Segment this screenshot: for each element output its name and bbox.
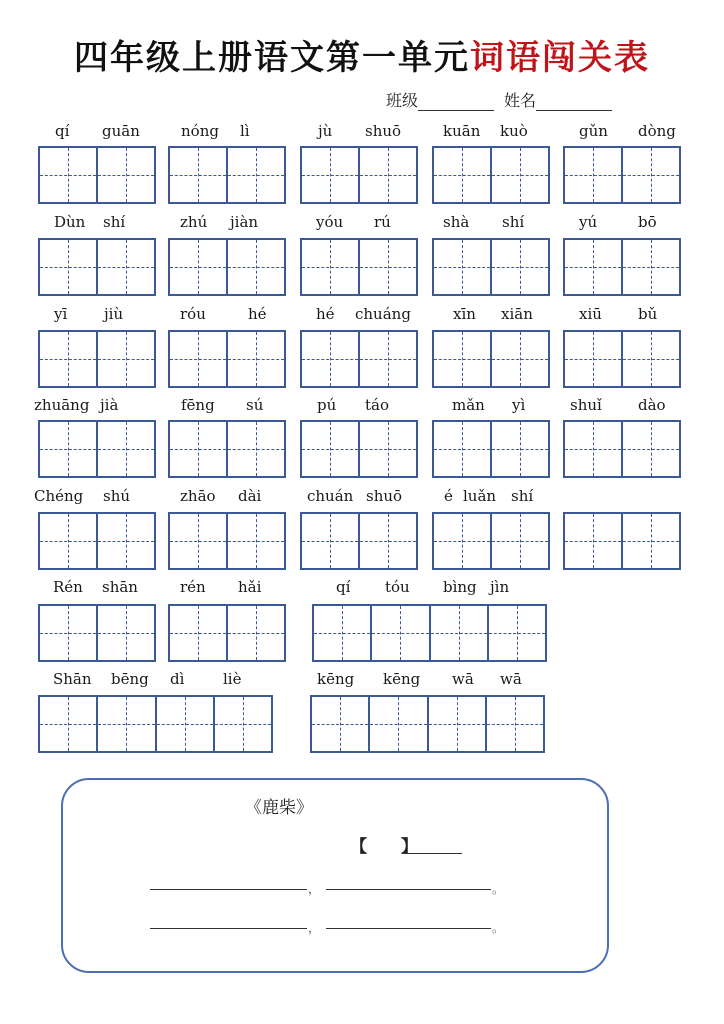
writing-grid-2char[interactable]: [432, 512, 550, 570]
pinyin: jiàn: [230, 213, 259, 231]
title-main: 四年级上册语文第一单元: [74, 38, 470, 78]
writing-grid-2char[interactable]: [300, 146, 418, 204]
writing-grid-2char[interactable]: [168, 330, 286, 388]
title-highlight: 词语闯关表: [470, 38, 650, 78]
pinyin: yì: [512, 396, 526, 414]
pinyin: bēng: [111, 670, 149, 688]
pinyin: xīn: [453, 305, 476, 323]
pinyin: yī: [54, 305, 68, 323]
pinyin: jiù: [104, 305, 124, 323]
writing-grid-2char[interactable]: [300, 238, 418, 296]
pinyin: jù: [318, 122, 333, 140]
pinyin: gǔn: [579, 122, 608, 140]
pinyin: lì: [240, 122, 250, 140]
pinyin: sú: [246, 396, 264, 414]
pinyin: chuáng: [355, 305, 411, 323]
writing-grid-2char[interactable]: [168, 238, 286, 296]
writing-grid-2char[interactable]: [38, 146, 156, 204]
poem-line-4-blank[interactable]: [326, 927, 491, 929]
name-field[interactable]: [536, 92, 612, 111]
writing-grid-2char[interactable]: [168, 604, 286, 662]
writing-grid-2char[interactable]: [563, 238, 681, 296]
writing-grid-2char[interactable]: [563, 420, 681, 478]
pinyin: nóng: [181, 122, 219, 140]
writing-grid-4char[interactable]: [310, 695, 545, 753]
pinyin: kuān: [443, 122, 481, 140]
poem-line-3-blank[interactable]: [150, 927, 307, 929]
pinyin: shí: [103, 213, 126, 231]
comma: ，: [308, 882, 321, 896]
pinyin: kuò: [500, 122, 528, 140]
pinyin: wā: [500, 670, 522, 688]
author-blank[interactable]: [404, 852, 462, 854]
class-label: 班级: [386, 91, 419, 110]
writing-grid-4char[interactable]: [38, 695, 273, 753]
pinyin: tóu: [385, 578, 410, 596]
writing-grid-2char[interactable]: [38, 330, 156, 388]
pinyin: shuō: [365, 122, 402, 140]
pinyin: bǔ: [638, 305, 658, 323]
pinyin: yú: [579, 213, 598, 231]
pinyin: bō: [638, 213, 657, 231]
writing-grid-2char[interactable]: [432, 330, 550, 388]
pinyin: mǎn: [452, 396, 485, 414]
pinyin: bìng: [443, 578, 477, 596]
writing-grid-2char[interactable]: [432, 146, 550, 204]
pinyin: zhú: [180, 213, 208, 231]
poem-panel: [61, 778, 609, 973]
pinyin: Dùn: [54, 213, 86, 231]
period: 。: [492, 882, 505, 896]
poem-line-1-blank[interactable]: [150, 888, 307, 890]
pinyin: qí: [55, 122, 70, 140]
author-bracket: 【 】: [350, 837, 418, 857]
pinyin: fēng: [181, 396, 215, 414]
pinyin: é: [444, 487, 453, 505]
pinyin: kēng: [317, 670, 355, 688]
pinyin: dào: [638, 396, 666, 414]
pinyin: rú: [374, 213, 391, 231]
writing-grid-4char[interactable]: [312, 604, 547, 662]
comma: ，: [308, 921, 321, 935]
pinyin: shuō: [366, 487, 403, 505]
pinyin: wā: [452, 670, 474, 688]
pinyin: guān: [102, 122, 140, 140]
pinyin: zhāo: [180, 487, 216, 505]
pinyin: pú: [317, 396, 337, 414]
pinyin: shí: [511, 487, 534, 505]
page-title: [0, 30, 724, 79]
writing-grid-2char[interactable]: [38, 604, 156, 662]
pinyin: xiū: [579, 305, 602, 323]
writing-grid-2char[interactable]: [38, 512, 156, 570]
writing-grid-2char[interactable]: [432, 238, 550, 296]
writing-grid-2char[interactable]: [563, 146, 681, 204]
pinyin: Shān: [53, 670, 92, 688]
writing-grid-2char[interactable]: [300, 512, 418, 570]
pinyin: rén: [180, 578, 206, 596]
pinyin: jià: [100, 396, 119, 414]
pinyin: yóu: [316, 213, 344, 231]
writing-grid-2char[interactable]: [300, 330, 418, 388]
pinyin: dì: [170, 670, 185, 688]
pinyin: qí: [336, 578, 351, 596]
pinyin: shí: [502, 213, 525, 231]
pinyin: chuán: [307, 487, 354, 505]
pinyin: táo: [365, 396, 390, 414]
student-info-bar: [386, 88, 622, 111]
writing-grid-2char[interactable]: [168, 512, 286, 570]
pinyin: dòng: [638, 122, 676, 140]
pinyin: shān: [102, 578, 138, 596]
writing-grid-2char[interactable]: [563, 512, 681, 570]
pinyin: shú: [103, 487, 131, 505]
writing-grid-2char[interactable]: [300, 420, 418, 478]
pinyin: Chéng: [34, 487, 84, 505]
pinyin: zhuāng: [34, 396, 90, 414]
period: 。: [492, 921, 505, 935]
pinyin: liè: [223, 670, 242, 688]
pinyin: Rén: [53, 578, 83, 596]
poem-line-2-blank[interactable]: [326, 888, 491, 890]
writing-grid-2char[interactable]: [168, 146, 286, 204]
class-field[interactable]: [418, 92, 494, 111]
writing-grid-2char[interactable]: [168, 420, 286, 478]
writing-grid-2char[interactable]: [38, 420, 156, 478]
pinyin: kēng: [383, 670, 421, 688]
pinyin: hé: [316, 305, 335, 323]
pinyin: hé: [248, 305, 267, 323]
pinyin: xiān: [501, 305, 533, 323]
pinyin: shuǐ: [570, 396, 602, 414]
pinyin: shà: [443, 213, 470, 231]
poem-title: 《鹿柴》: [245, 798, 313, 818]
pinyin: hǎi: [238, 578, 262, 596]
pinyin: luǎn: [463, 487, 497, 505]
pinyin: jìn: [490, 578, 510, 596]
pinyin: róu: [180, 305, 206, 323]
name-label: 姓名: [504, 91, 537, 110]
writing-grid-2char[interactable]: [38, 238, 156, 296]
writing-grid-2char[interactable]: [432, 420, 550, 478]
writing-grid-2char[interactable]: [563, 330, 681, 388]
pinyin: dài: [238, 487, 262, 505]
